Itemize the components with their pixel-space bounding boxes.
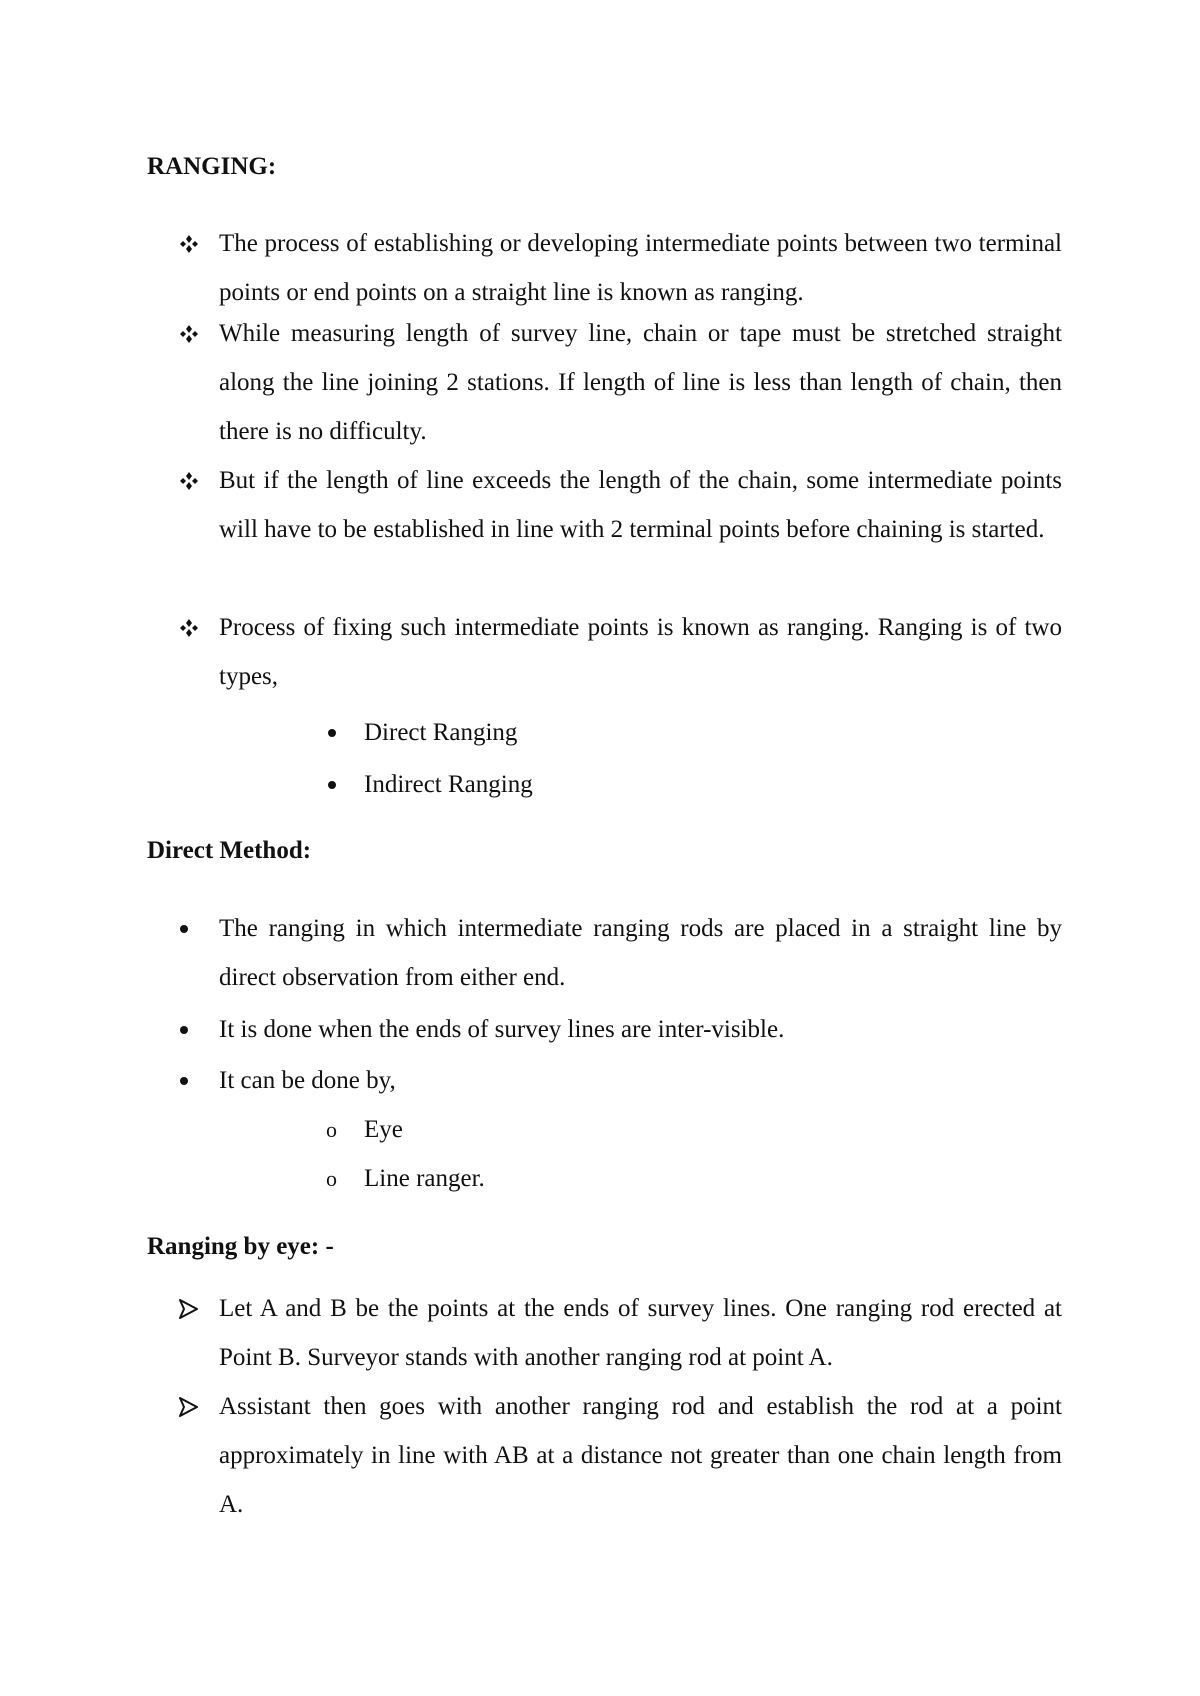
four-diamond-bullet-icon	[178, 219, 208, 268]
circle-bullet-icon: o	[326, 1166, 337, 1191]
list-item-text: Line ranger.	[364, 1165, 485, 1192]
list-item	[178, 1005, 1062, 1054]
list-item-text: Assistant then goes with another ranging rod and establish the rod at a point approximately in line with AB at a distance not greater than one chain length from A.	[219, 1393, 1062, 1518]
list-item-text: Process of fixing such intermediate points is known as ranging. Ranging is of two types,	[219, 614, 1062, 690]
list-item	[326, 1154, 826, 1203]
arrowhead-bullet-icon	[178, 1284, 208, 1333]
list-item	[326, 760, 826, 809]
round-bullet-icon	[178, 1005, 208, 1054]
list-item-text: But if the length of line exceeds the length of the chain, some intermediate points will have to be established in line with 2 terminal points before chaining is started.	[219, 467, 1062, 543]
list-item-text: The process of establishing or developing intermediate points between two terminal points or end points on a straight line is known as ranging.	[219, 230, 1062, 306]
list-item	[178, 904, 1062, 1002]
round-bullet-icon	[326, 760, 356, 809]
list-item-text: The ranging in which intermediate ranging rods are placed in a straight line by direct observation from either end.	[219, 915, 1062, 991]
list-item-text: Let A and B be the points at the ends of survey lines. One ranging rod erected at Point B. Surveyor stands with another ranging rod at point A.	[219, 1295, 1062, 1371]
list-item	[178, 603, 1062, 701]
list-item-text: Eye	[364, 1116, 403, 1143]
round-bullet-icon	[178, 904, 208, 953]
list-item	[326, 1105, 826, 1154]
arrowhead-bullet-icon	[178, 1382, 208, 1431]
four-diamond-bullet-icon	[178, 456, 208, 505]
list-item-text: It can be done by,	[219, 1067, 396, 1094]
heading-ranging: RANGING:	[147, 153, 277, 180]
list-item	[178, 219, 1062, 317]
list-item	[178, 1056, 1062, 1105]
list-item	[178, 309, 1062, 456]
round-bullet-icon	[178, 1056, 208, 1105]
four-diamond-bullet-icon	[178, 603, 208, 652]
list-item-text: While measuring length of survey line, chain or tape must be stretched straight along the line joining 2 stations. If length of line is less than length of chain, then there is no difficulty.	[219, 320, 1062, 445]
list-item	[326, 708, 826, 757]
four-diamond-bullet-icon	[178, 309, 208, 358]
heading-ranging-by-eye: Ranging by eye: -	[147, 1233, 334, 1260]
list-item-text: Indirect Ranging	[364, 771, 533, 798]
list-item	[178, 456, 1062, 554]
round-bullet-icon	[326, 708, 356, 757]
list-item	[178, 1284, 1062, 1382]
heading-direct-method: Direct Method:	[147, 837, 312, 864]
list-item-text: Direct Ranging	[364, 719, 518, 746]
list-item-text: It is done when the ends of survey lines are inter-visible.	[219, 1016, 785, 1043]
circle-bullet-icon: o	[326, 1117, 337, 1142]
list-item	[178, 1382, 1062, 1529]
